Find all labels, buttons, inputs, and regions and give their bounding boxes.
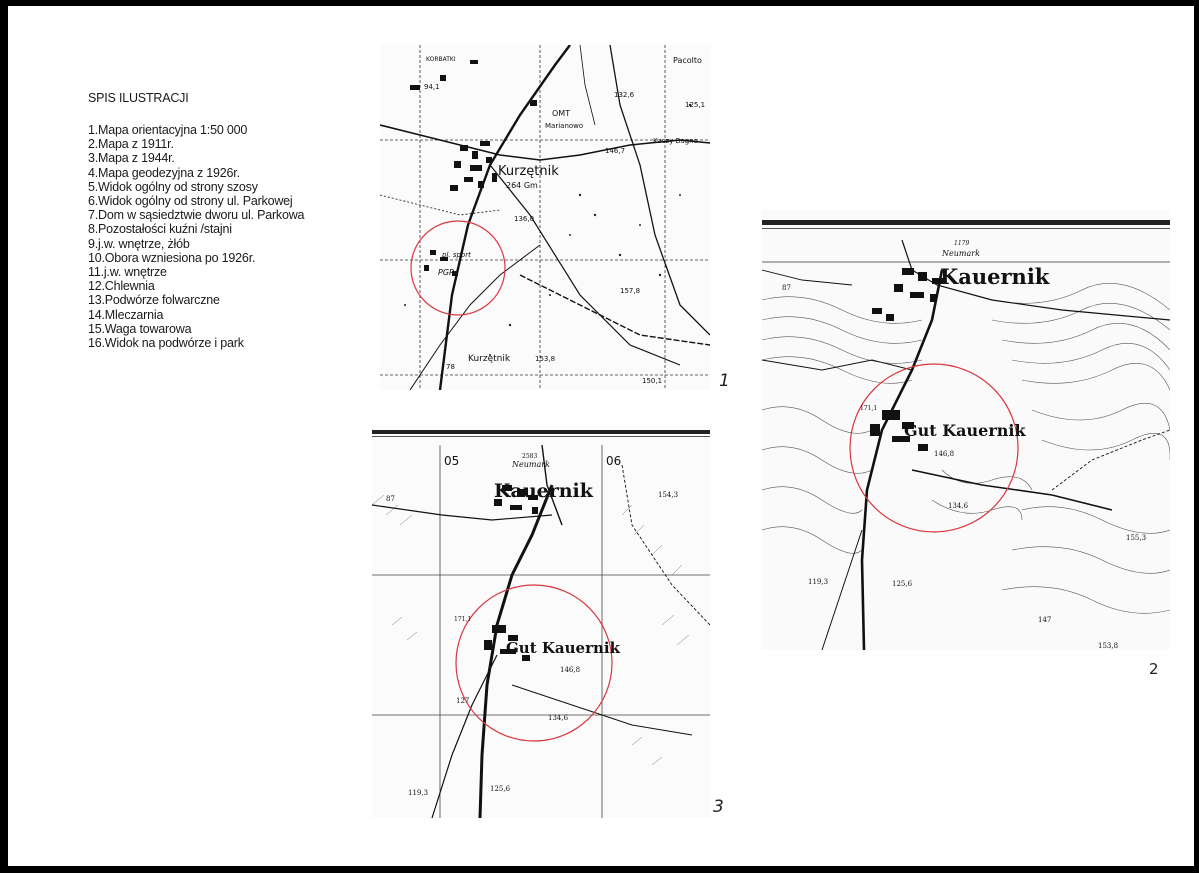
place-label: Marianowo [545, 122, 584, 130]
map-1911-graphic [762, 210, 1170, 650]
place-label: Pacolto [673, 56, 702, 65]
illustration-list-block [88, 91, 372, 350]
list-item: 9.j.w. wnętrze, żłób [88, 236, 190, 251]
place-label: Neumark [942, 249, 980, 258]
list-item: 4.Mapa geodezyjna z 1926r. [88, 165, 240, 180]
list-item: 5.Widok ogólny od strony szosy [88, 179, 258, 194]
list-item: 3.Mapa z 1944r. [88, 151, 175, 166]
place-label: KORBATKI [426, 56, 456, 63]
list-item: 11.j.w. wnętrze [88, 265, 167, 280]
place-label: OMT [552, 109, 571, 118]
list-item: 1.Mapa orientacyjna 1:50 000 [88, 123, 248, 137]
elevation-label: 150,1 [642, 377, 663, 385]
map-1944 [372, 425, 710, 818]
sheet-label: 1179 [954, 240, 970, 247]
list-item: 8.Pozostałości kuźni /stajni [88, 222, 232, 237]
scan-border-bottom [0, 866, 1199, 873]
elevation-label: 132,6 [614, 91, 635, 99]
elevation-label: 78 [446, 363, 455, 371]
elevation-label: 94,1 [424, 83, 440, 91]
elevation-label: 155,3 [1126, 534, 1147, 542]
elevation-label: 136,0 [514, 215, 535, 223]
place-label: Neumark [512, 460, 550, 469]
elevation-label: 87 [386, 495, 395, 503]
list-item: 16.Widok na podwórze i park [88, 336, 244, 351]
grid-label: 06 [606, 454, 622, 468]
elevation-label: 119,3 [808, 578, 829, 586]
illustration-list [88, 123, 372, 350]
elevation-label: 146,8 [934, 450, 955, 458]
list-item: 12.Chlewnia [88, 279, 155, 294]
scan-border-left [0, 0, 8, 873]
scan-border-top [0, 0, 1199, 6]
place-label: Kauernik [494, 480, 593, 502]
elevation-label: 146,7 [605, 147, 626, 155]
place-label: pl. sport [442, 251, 471, 259]
list-title: SPIS ILUSTRACJI [88, 91, 189, 105]
list-item: 7.Dom w sąsiedztwie dworu ul. Parkowa [88, 208, 305, 223]
place-label: 264 Gm [506, 181, 538, 190]
list-item: 10.Obora wzniesiona po 1926r. [88, 250, 256, 265]
sheet-label: 2583 [522, 453, 538, 460]
orientation-map-graphic [380, 45, 710, 390]
place-label: Gut Kauernik [904, 421, 1026, 440]
elevation-label: 154,3 [658, 491, 679, 499]
list-item: 15.Waga towarowa [88, 321, 192, 336]
place-label: Kurzętnik [498, 164, 559, 179]
orientation-map-1 [380, 45, 710, 390]
elevation-label: 134,6 [548, 714, 569, 722]
elevation-label: 171,1 [860, 405, 878, 412]
map-1911 [762, 210, 1170, 650]
elevation-label: 153,8 [1098, 642, 1119, 650]
map-number-3: 3 [713, 797, 724, 817]
elevation-label: 125,6 [490, 785, 511, 793]
place-label: Kauernik [940, 264, 1050, 289]
scan-border-right [1194, 0, 1199, 873]
elevation-label: 119,3 [408, 789, 429, 797]
map-1944-graphic [372, 425, 710, 818]
elevation-label: 157,8 [620, 287, 641, 295]
elevation-label: 125,1 [685, 101, 706, 109]
elevation-label: 127 [456, 697, 470, 705]
list-item: 6.Widok ogólny od strony ul. Parkowej [88, 194, 293, 209]
elevation-label: 134,6 [948, 502, 969, 510]
place-label: Gut Kauernik [506, 639, 620, 657]
list-item: 13.Podwórze folwarczne [88, 293, 220, 308]
elevation-label: 146,8 [560, 666, 581, 674]
map-number-1: 1 [719, 371, 730, 391]
map-number-2: 2 [1149, 660, 1159, 678]
elevation-label: 171,1 [454, 616, 472, 623]
list-item: 14.Mleczarnia [88, 307, 164, 322]
elevation-label: 153,8 [535, 355, 556, 363]
place-label: Kurzętnik [468, 354, 511, 364]
elevation-label: 87 [782, 284, 791, 292]
list-item: 2.Mapa z 1911r. [88, 137, 174, 152]
place-label: Kaczy Bagno [653, 137, 698, 145]
place-label: PGR [438, 268, 455, 277]
grid-label: 05 [444, 454, 460, 468]
elevation-label: 125,6 [892, 580, 913, 588]
elevation-label: 147 [1038, 616, 1052, 624]
